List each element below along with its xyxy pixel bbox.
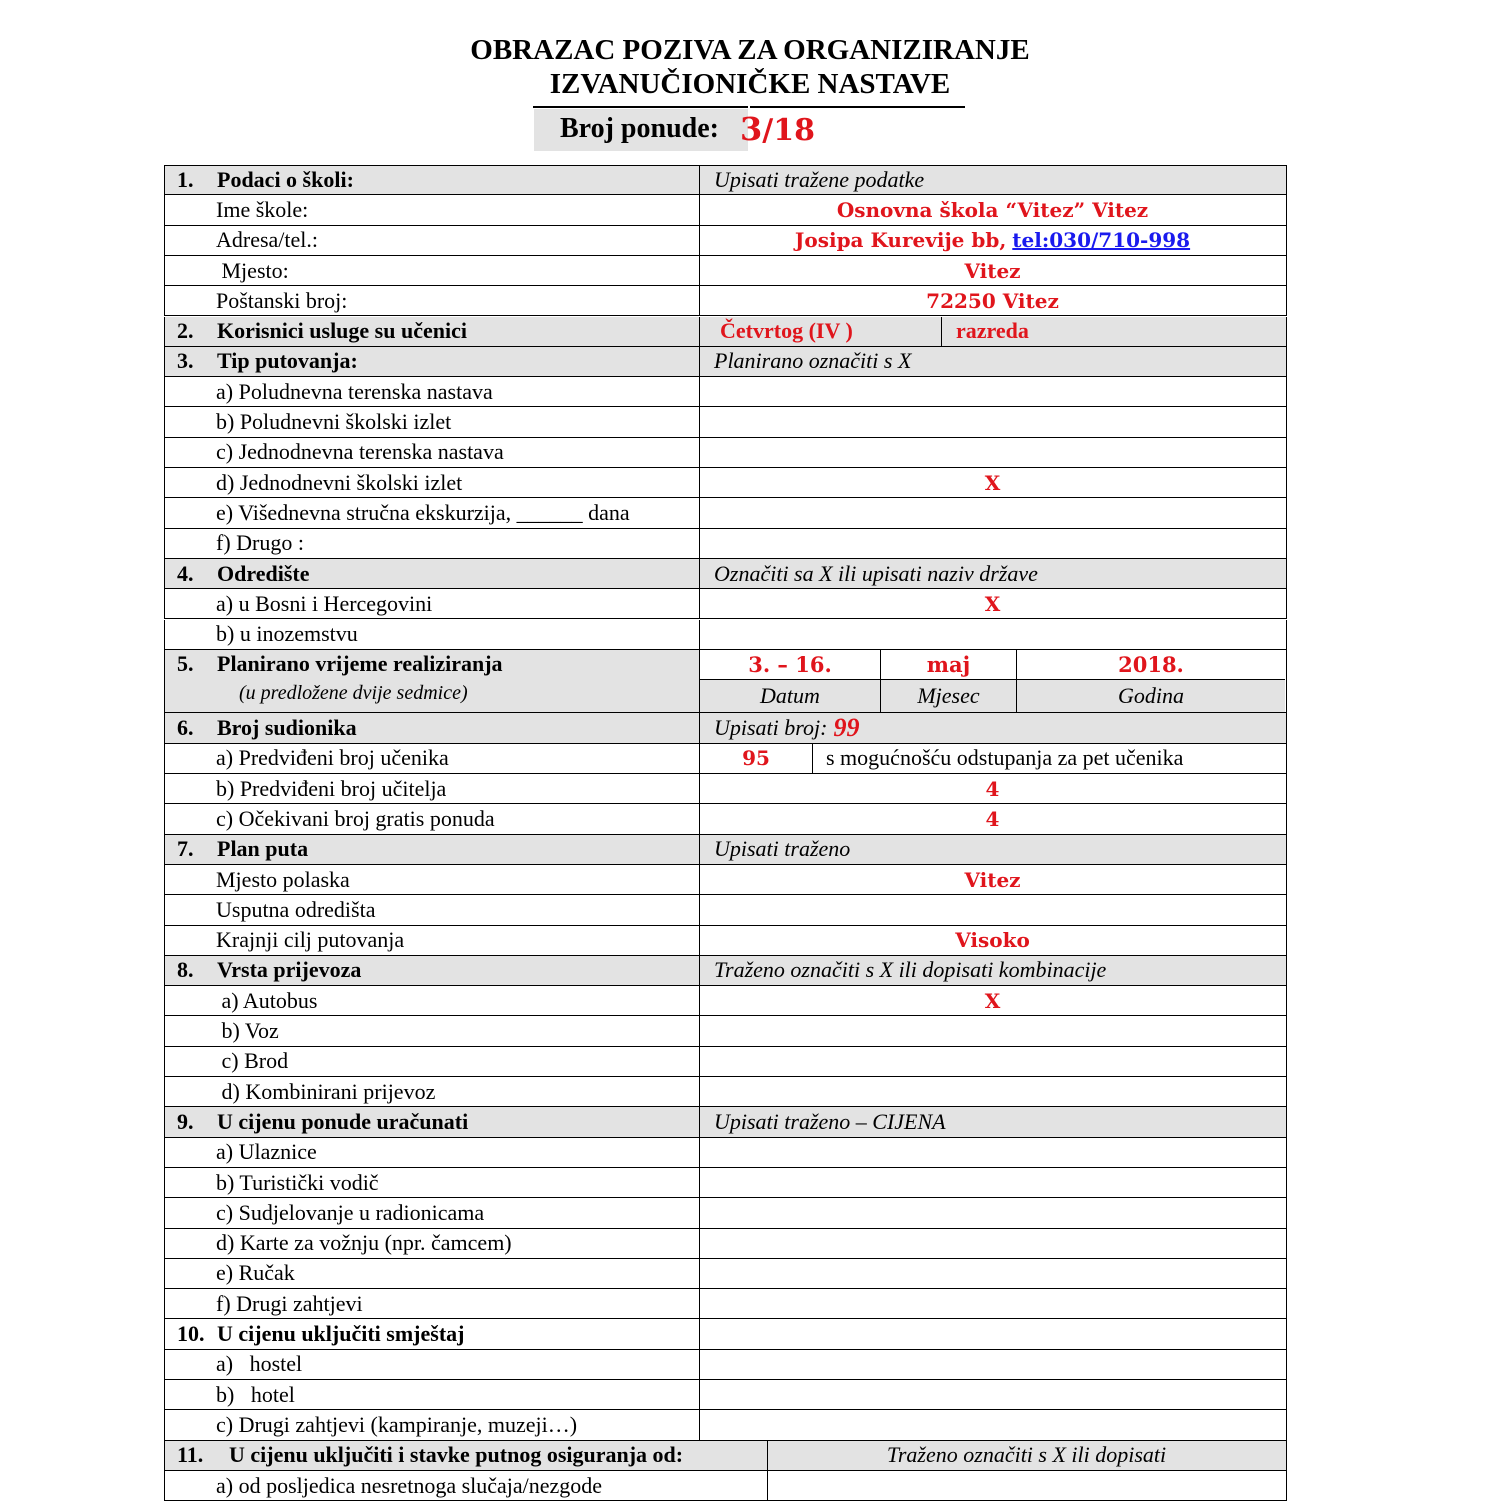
field-value[interactable] [767,1471,1285,1500]
field-value[interactable] [699,407,1285,436]
field-value[interactable]: Josipa Kurevije bb, tel:030/710-998 [699,226,1285,255]
form-row [164,1229,1287,1259]
form-row [164,1259,1287,1289]
section-label: Plan puta [217,836,309,862]
field-value[interactable]: 72250 Vitez [699,286,1285,315]
field-value[interactable] [699,1168,1285,1197]
field-value[interactable]: Vitez [699,256,1285,285]
field-label: c) Sudjelovanje u radionicama [216,1199,485,1225]
field-label: b) u inozemstvu [216,621,358,647]
form-row [164,377,1287,407]
section-hint: Traženo označiti s X ili dopisati [767,1441,1285,1470]
title-divider [533,106,748,108]
field-value[interactable] [699,1289,1285,1318]
section-number: 4. [177,560,194,586]
section-label: U cijenu uključiti smještaj [217,1321,465,1347]
section-hint: Upisati traženo [699,835,1285,864]
form-row [164,226,1287,256]
section-hint [699,1319,1285,1348]
field-value[interactable] [699,1198,1285,1227]
form-row [164,1138,1287,1168]
field-label: b) Turistički vodič [216,1169,379,1195]
form-row [164,804,1287,834]
section-hint: Traženo označiti s X ili dopisati kombinacije [699,956,1285,985]
section-number: 1. [177,167,194,193]
field-value[interactable] [699,1016,1285,1045]
form-row [164,895,1287,925]
field-value[interactable]: 4 [699,804,1285,833]
form-title-line1: OBRAZAC POZIVA ZA ORGANIZIRANJE [470,34,1030,66]
section-heading [165,835,699,864]
field-label: f) Drugi zahtjevi [216,1290,363,1316]
section-number: 6. [177,715,194,741]
month-label: Mjesec [880,680,1016,713]
field-value[interactable] [699,438,1285,467]
title-divider [750,106,965,108]
field-label: e) Ručak [216,1260,295,1286]
form-row [164,865,1287,895]
section-heading [165,166,699,194]
field-value[interactable]: X [699,589,1285,618]
field-value[interactable]: X [699,986,1285,1015]
form-row [164,256,1287,286]
field-value[interactable] [699,377,1285,406]
field-label: a) Autobus [216,987,318,1013]
section-number: 7. [177,836,194,862]
section-number: 8. [177,957,194,983]
field-label: b) Poludnevni školski izlet [216,409,452,435]
form-row [164,1198,1287,1228]
field-label: Usputna odredišta [216,896,376,922]
section-number: 2. [177,318,194,344]
form-row [164,1471,1287,1501]
section-heading [165,317,699,346]
offer-number-main: 3 [740,110,763,148]
field-label: c) Očekivani broj gratis ponuda [216,805,495,831]
form-row [164,529,1287,559]
form-row [164,1168,1287,1198]
field-label: Krajnji cilj putovanja [216,927,405,953]
form-row [164,744,1287,774]
form-row [164,589,1287,619]
form-row [164,1380,1287,1410]
field-label: a) Poludnevna terenska nastava [216,378,493,404]
field-value[interactable]: Vitez [699,865,1285,894]
section-number: 5. [177,650,194,676]
field-value[interactable] [699,1350,1285,1379]
section-row [164,559,1287,589]
form-row [164,468,1287,498]
field-value[interactable] [699,1077,1285,1106]
field-label: a) od posljedica nesretnoga slučaja/nezgode [216,1472,603,1498]
field-value[interactable] [699,895,1285,924]
form-row [164,620,1287,650]
field-label: a) hostel [216,1351,303,1377]
students-count-value[interactable]: 95 [699,744,812,773]
form-row [164,1077,1287,1107]
form-row [164,1047,1287,1077]
participants-total-value[interactable]: 99 [833,713,860,743]
section-row [164,1319,1287,1349]
field-value[interactable] [699,529,1285,558]
grade-suffix: razreda [941,317,1285,346]
field-label: a) u Bosni i Hercegovini [216,590,433,616]
section-number: 3. [177,348,194,374]
form-row [164,1289,1287,1319]
section-number: 11. [177,1442,204,1468]
section-number: 9. [177,1108,194,1134]
form-row [164,498,1287,528]
field-label: e) Višednevna stručna ekskurzija, ______ dana [216,499,630,525]
section-row [164,713,1287,743]
form-row [164,1410,1287,1440]
field-label: Mjesto: [216,257,289,283]
year-value[interactable]: 2018. [1016,650,1285,680]
section-label: Odredište [217,560,310,586]
section-row [164,1441,1287,1471]
date-range-label: Datum [699,680,880,713]
section-row [164,165,1287,195]
field-value[interactable] [699,620,1285,649]
field-label: d) Kombinirani prijevoz [216,1078,436,1104]
field-label: a) Predviđeni broj učenika [216,745,449,771]
field-label: b) hotel [216,1381,295,1407]
section-row [164,835,1287,865]
field-label: Poštanski broj: [216,287,348,313]
field-label: c) Drugi zahtjevi (kampiranje, muzeji…) [216,1411,578,1437]
month-value[interactable]: maj [880,650,1016,680]
section-label: U cijenu uključiti i stavke putnog osiguranja od: [229,1442,684,1468]
form-row [164,286,1287,316]
section-heading [165,1319,699,1348]
section-heading [165,347,699,376]
field-value[interactable] [699,1229,1285,1258]
field-value[interactable] [699,1380,1285,1409]
section-hint: Upisati broj: 99 [699,713,1285,742]
section-hint: Planirano označiti s X [699,347,1285,376]
field-value[interactable] [699,1259,1285,1288]
field-value[interactable]: 4 [699,774,1285,803]
section-row [164,956,1287,986]
section-label: Planirano vrijeme realiziranja [217,650,503,676]
date-range-value[interactable]: 3. – 16. [699,650,880,680]
section-label: U cijenu ponude uračunati [217,1108,469,1134]
year-label: Godina [1016,680,1285,713]
field-label: Adresa/tel.: [216,227,319,253]
form-row [164,1350,1287,1380]
section-heading [165,956,699,985]
field-label: b) Predviđeni broj učitelja [216,775,447,801]
phone-link[interactable]: tel:030/710-998 [1012,228,1191,253]
section-heading [165,713,699,742]
section-sublabel: (u predložene dvije sedmice) [239,681,468,704]
form-row [164,986,1287,1016]
field-label: d) Jednodnevni školski izlet [216,469,463,495]
field-value[interactable] [699,1138,1285,1167]
field-label: d) Karte za vožnju (npr. čamcem) [216,1230,512,1256]
field-label: a) Ulaznice [216,1139,317,1165]
section-heading [165,1107,699,1136]
offer-number-label: Broj ponude: [560,113,719,144]
section-label: Podaci o školi: [217,167,354,193]
field-label: b) Voz [216,1018,279,1044]
form-title-line2: IZVANUČIONIČKE NASTAVE [549,68,951,100]
section-row [164,650,1287,714]
students-count-note: s mogućnošću odstupanja za pet učenika [812,744,1285,773]
field-value[interactable]: Osnovna škola “Vitez” Vitez [699,195,1285,224]
form-row [164,438,1287,468]
form-row [164,1016,1287,1046]
field-value[interactable] [699,1047,1285,1076]
section-hint: Upisati tražene podatke [699,166,1285,194]
form-row [164,926,1287,956]
form-row [164,407,1287,437]
section-hint: Označiti sa X ili upisati naziv države [699,559,1285,588]
section-number: 10. [177,1321,205,1347]
field-label: Ime škole: [216,196,309,222]
field-value[interactable]: Visoko [699,926,1285,955]
field-label: c) Brod [216,1048,289,1074]
section-label: Vrsta prijevoza [217,957,362,983]
section-heading [165,650,699,713]
section-heading [165,559,699,588]
field-label: f) Drugo : [216,530,304,556]
offer-number-value [740,110,815,148]
section-hint: Upisati traženo – CIJENA [699,1107,1285,1136]
section-label: Broj sudionika [217,715,357,741]
section-label: Tip putovanja: [217,348,358,374]
field-value[interactable] [699,498,1285,527]
offer-number-suffix: /18 [762,113,815,148]
field-value[interactable]: X [699,468,1285,497]
field-label: c) Jednodnevna terenska nastava [216,439,504,465]
section-row [164,1107,1287,1137]
form-row [164,774,1287,804]
form-row [164,195,1287,225]
section-label: Korisnici usluge su učenici [217,318,467,344]
section-heading [165,1441,767,1470]
section-row [164,347,1287,377]
field-value[interactable] [699,1410,1285,1439]
field-label: Mjesto polaska [216,866,350,892]
grade-value[interactable]: Četvrtog (IV ) [699,317,941,346]
section-row [164,317,1287,347]
